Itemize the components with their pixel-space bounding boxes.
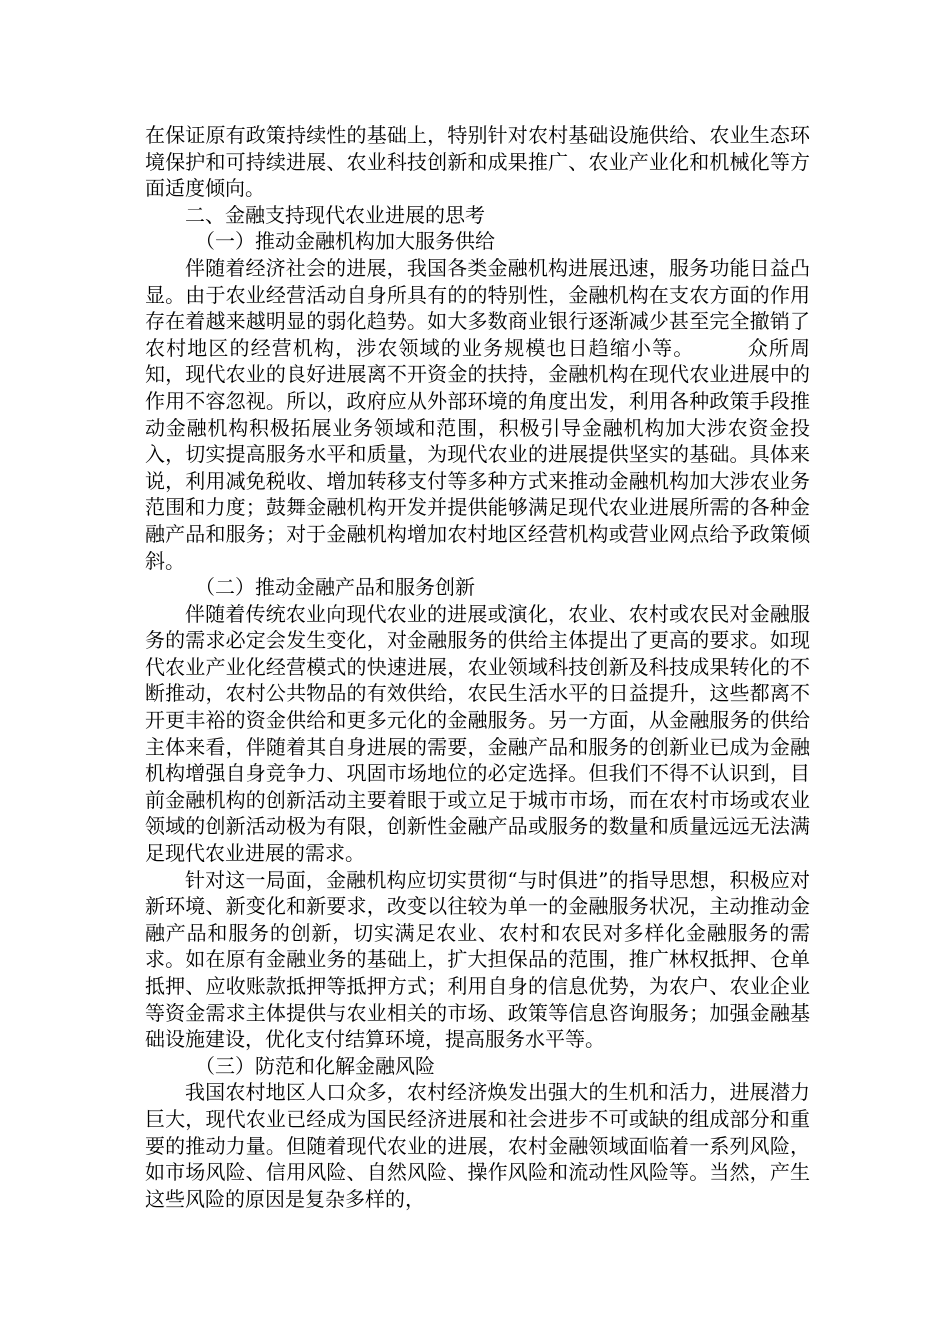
paragraph-4: 我国农村地区人口众多，农村经济焕发出强大的生机和活力，进展潜力巨大，现代农业已经成为国民经济进展和社会进步不可或缺的组成部分和重要的推动力量。但随着现代农业的进展，农村金融领域面临着一系列风险，如市场风险、信用风险、自然风险、操作风险和流动性风险等。当然，产生这些风险的原因是复杂多样的， (145, 1080, 810, 1211)
document-body (145, 122, 810, 1212)
paragraph-3: 针对这一局面，金融机构应切实贯彻“与时俱进”的指导思想，积极应对新环境、新变化和新要求，改变以往较为单一的金融服务状况，主动推动金融产品和服务的创新，切实满足农业、农村和农民对多样化金融服务的需求。如在原有金融业务的基础上，扩大担保品的范围，推广林权抵押、仓单抵押、应收账款抵押等抵押方式；利用自身的信息优势，为农户、农业企业等资金需求主体提供与农业相关的市场、政策等信息咨询服务；加强金融基础设施建设，优化支付结算环境，提高服务水平等。 (145, 867, 810, 1052)
subsection-heading-2: （二）推动金融产品和服务创新 (195, 575, 475, 600)
paragraph-1: 伴随着经济社会的进展，我国各类金融机构进展迅速，服务功能日益凸显。由于农业经营活动自身所具有的的特别性，金融机构在支农方面的作用存在着越来越明显的弱化趋势。如大多数商业银行逐渐减少甚至完全撤销了农村地区的经营机构，涉农领域的业务规模也日趋缩小等。 众所周知，现代农业的良好进展离不开资金的扶持，金融机构在现代农业进展中的作用不容忽视。所以，政府应从外部环境的角度出发，利用各种政策手段推动金融机构积极拓展业务领域和范围，积极引导金融机构加大涉农资金投入，切实提高服务水平和质量，为现代农业的进展提供坚实的基础。具体来说，利用减免税收、增加转移支付等多种方式来推动金融机构加大涉农业务范围和力度；鼓舞金融机构开发并提供能够满足现代农业进展所需的各种金融产品和服务；对于金融机构增加农村地区经营机构或营业网点给予政策倾斜。 (145, 255, 810, 573)
subsection-heading-1: （一）推动金融机构加大服务供给 (195, 229, 495, 254)
paragraph-2: 伴随着传统农业向现代农业的进展或演化，农业、农村或农民对金融服务的需求必定会发生变化，对金融服务的供给主体提出了更高的要求。如现代农业产业化经营模式的快速进展，农业领域科技创新及科技成果转化的不断推动，农村公共物品的有效供给，农民生活水平的日益提升，这些都离不开更丰裕的资金供给和更多元化的金融服务。另一方面，从金融服务的供给主体来看，伴随着其自身进展的需要，金融产品和服务的创新业已成为金融机构增强自身竞争力、巩固市场地位的必定选择。但我们不得不认识到，目前金融机构的创新活动主要着眼于或立足于城市市场，而在农村市场或农业领域的创新活动极为有限，创新性金融产品或服务的数量和质量远远无法满足现代农业进展的需求。 (145, 601, 810, 866)
section-heading: 二、金融支持现代农业进展的思考 (185, 202, 485, 227)
paragraph-continuation: 在保证原有政策持续性的基础上，特别针对农村基础设施供给、农业生态环境保护和可持续进展、农业科技创新和成果推广、农业产业化和机械化等方面适度倾向。 (145, 123, 810, 201)
subsection-heading-3: （三）防范和化解金融风险 (195, 1053, 435, 1078)
